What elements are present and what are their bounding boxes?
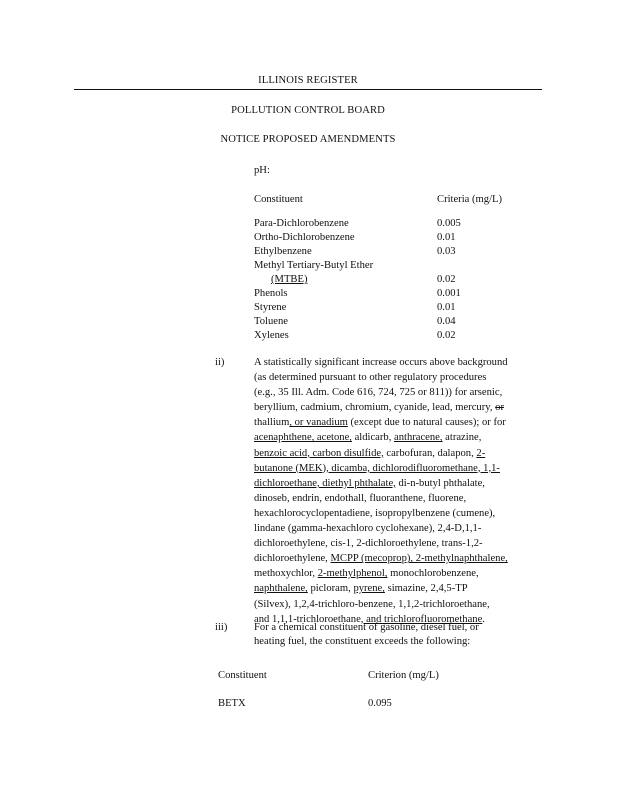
paragraph-line: simazine, 2,4,5-TP — [384, 583, 468, 595]
inserted-text: naphthalene, — [254, 583, 308, 595]
paragraph-line: di-n-butyl phthalate, — [395, 477, 485, 489]
paragraph-line: carbofuran, dalapon, — [383, 447, 477, 459]
table2-header-constituent: Constituent — [218, 670, 267, 681]
item-ii-paragraph — [254, 356, 554, 628]
header-rule — [74, 89, 542, 90]
inserted-text: 2-methylphenol, — [317, 568, 388, 580]
table-row-name: Toluene — [254, 316, 288, 327]
item-iii-label: iii) — [215, 622, 228, 633]
table-row-value: 0.01 — [437, 302, 456, 313]
table-row-name: Para-Dichlorobenzene — [254, 218, 349, 229]
paragraph-line: aldicarb, — [351, 432, 394, 444]
inserted-text: dichloroethane, diethyl phthalate, — [254, 477, 396, 489]
paragraph-line: (e.g., 35 Ill. Adm. Code 616, 724, 725 or 811)) for arsenic, — [254, 387, 503, 399]
table-row-value: 0.04 — [437, 316, 456, 327]
paragraph-line: and 1,1,1-trichloroethane — [254, 613, 361, 625]
table-row-name: Ortho-Dichlorobenzene — [254, 232, 355, 243]
register-title: ILLINOIS REGISTER — [258, 75, 358, 86]
paragraph-line: thallium — [254, 417, 290, 429]
paragraph-line: (Silvex), 1,2,4-trichloro-benzene, 1,1,2-trichloroethane, — [254, 598, 490, 610]
table-row-name: BETX — [218, 698, 246, 709]
paragraph-line: monochlorobenzene, — [387, 568, 479, 580]
table-row-value: 0.01 — [437, 232, 456, 243]
paragraph-line: (except due to natural causes); or for — [347, 417, 506, 429]
table-row-name: Xylenes — [254, 330, 289, 341]
table1-header-constituent: Constituent — [254, 194, 303, 205]
paragraph-line: picloram, — [307, 583, 354, 595]
paragraph-line: dinoseb, endrin, endothall, fluoranthene, fluorene, — [254, 492, 467, 504]
paragraph-line: . — [482, 613, 485, 625]
table-row-name: Ethylbenzene — [254, 246, 312, 257]
paragraph-line: heating fuel, the constituent exceeds the following: — [254, 636, 471, 647]
table-row-name: Styrene — [254, 302, 287, 313]
inserted-text: , or vanadium — [289, 417, 348, 429]
table-row-name: Phenols — [254, 288, 288, 299]
struck-text: or — [495, 402, 504, 414]
intro-text: pH: — [254, 165, 270, 176]
paragraph-line: beryllium, cadmium, chromium, cyanide, lead, mercury, — [254, 402, 496, 414]
paragraph-line: dichloroethylene, — [254, 553, 331, 565]
paragraph-line: methoxychlor, — [254, 568, 318, 580]
notice-title: NOTICE PROPOSED AMENDMENTS — [220, 134, 396, 145]
table-row-value: 0.02 — [437, 330, 456, 341]
table-row-name: Methyl Tertiary-Butyl Ether — [254, 260, 374, 271]
table-row-value: 0.095 — [368, 698, 392, 709]
paragraph-line: For a chemical constituent of gasoline, diesel fuel, or — [254, 622, 479, 633]
table2-header-criterion: Criterion (mg/L) — [368, 670, 439, 681]
paragraph-line: (as determined pursuant to other regulatory procedures — [254, 372, 487, 384]
board-title: POLLUTION CONTROL BOARD — [231, 105, 385, 116]
table1-header-criteria: Criteria (mg/L) — [437, 194, 503, 205]
inserted-text: pyrene, — [353, 583, 385, 595]
inserted-text: , and trichlorofluoromethane — [360, 613, 483, 625]
paragraph-line: A statistically significant increase occurs above background — [254, 357, 508, 368]
item-ii-label: ii) — [215, 357, 225, 368]
table-row-name: (MTBE) — [271, 274, 308, 285]
table-row-value: 0.02 — [437, 274, 456, 285]
inserted-text: 2- — [476, 447, 486, 459]
paragraph-line: lindane (gamma-hexachloro cyclohexane), 2,4-D,1,1- — [254, 523, 482, 535]
paragraph-line: atrazine, — [442, 432, 482, 444]
table-row-value: 0.03 — [437, 246, 456, 257]
paragraph-line: hexachlorocyclopentadiene, isopropylbenzene (cumene), — [254, 507, 496, 519]
inserted-text: benzoic acid, carbon disulfide, — [254, 447, 384, 459]
inserted-text: MCPP (mecoprop), 2-methylnaphthalene, — [330, 553, 508, 565]
table-row-value: 0.005 — [437, 218, 461, 229]
paragraph-line: dichloroethylene, cis-1, 2-dichloroethylene, trans-1,2- — [254, 538, 483, 550]
inserted-text: anthracene, — [394, 432, 443, 444]
table-row-value: 0.001 — [437, 288, 461, 299]
inserted-text: acenaphthene, acetone, — [254, 432, 352, 444]
inserted-text: butanone (MEK), dicamba, dichlorodifluoromethane, 1,1- — [254, 462, 500, 474]
